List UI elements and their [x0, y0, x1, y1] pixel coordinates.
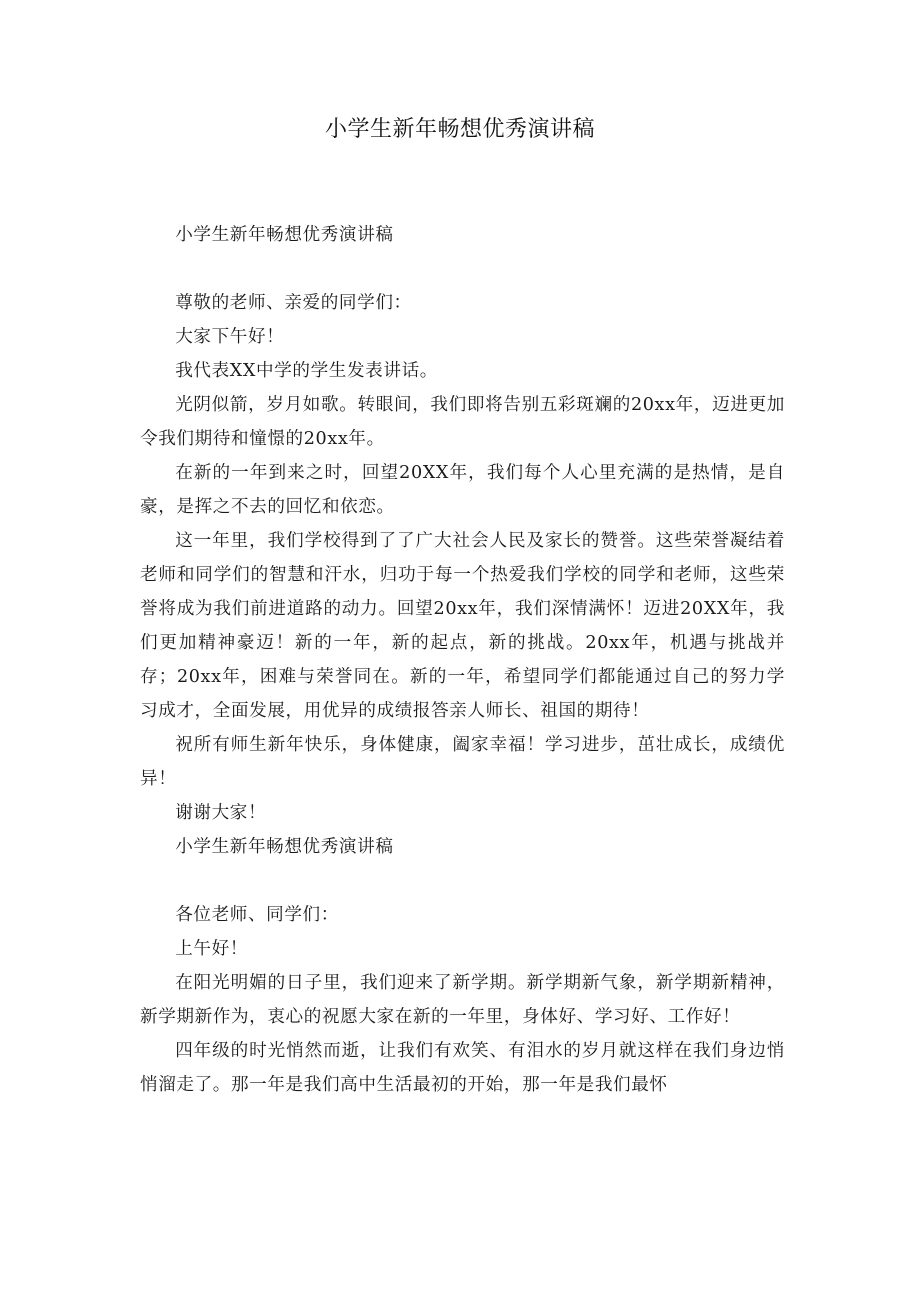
speech1-intro: 我代表XX中学的学生发表讲话。: [175, 361, 438, 381]
blank-line: [140, 864, 785, 898]
document-title: 小学生新年畅想优秀演讲稿: [324, 117, 595, 142]
speech2-greeting: 上午好！: [175, 939, 248, 959]
speech1-greeting: 大家下午好！: [175, 327, 285, 347]
speech2-paragraph-2: 四年级的时光悄然而逝，让我们有欢笑、有泪水的岁月就这样在我们身边悄悄溜走了。那一年是我们高中生活最初的开始，那一年是我们最怀: [140, 1041, 785, 1095]
speech2-heading: 小学生新年畅想优秀演讲稿: [175, 837, 394, 857]
speech1-salutation: 尊敬的老师、亲爱的同学们：: [175, 293, 412, 313]
speech1-heading: 小学生新年畅想优秀演讲稿: [175, 225, 394, 245]
document-body: [140, 218, 785, 1102]
speech2-paragraph-1: 在阳光明媚的日子里，我们迎来了新学期。新学期新气象，新学期新精神，新学期新作为，衷心的祝愿大家在新的一年里，身体好、学习好、工作好！: [140, 973, 785, 1027]
speech1-paragraph-2: 在新的一年到来之时，回望20XX年，我们每个人心里充满的是热情，是自豪，是挥之不去的回忆和依恋。: [140, 463, 785, 517]
speech1-closing: 谢谢大家！: [175, 803, 267, 823]
blank-line: [140, 252, 785, 286]
speech1-paragraph-4: 祝所有师生新年快乐，身体健康，阖家幸福！学习进步，茁壮成长，成绩优异！: [140, 735, 785, 789]
speech2-salutation: 各位老师、同学们：: [175, 905, 339, 925]
speech1-paragraph-1: 光阴似箭，岁月如歌。转眼间，我们即将告别五彩斑斓的20xx年，迈进更加令我们期待和憧憬的20xx年。: [140, 395, 785, 449]
speech1-paragraph-3: 这一年里，我们学校得到了了广大社会人民及家长的赞誉。这些荣誉凝结着老师和同学们的智慧和汗水，归功于每一个热爱我们学校的同学和老师，这些荣誉将成为我们前进道路的动力。回望20xx年，我们深情满怀！迈进20XX年，我们更加精神豪迈！新的一年，新的起点，新的挑战。20xx年，机遇与挑战并存；20xx年，困难与荣誉同在。新的一年，希望同学们都能通过自己的努力学习成才，全面发展，用优异的成绩报答亲人师长、祖国的期待！: [140, 531, 785, 721]
